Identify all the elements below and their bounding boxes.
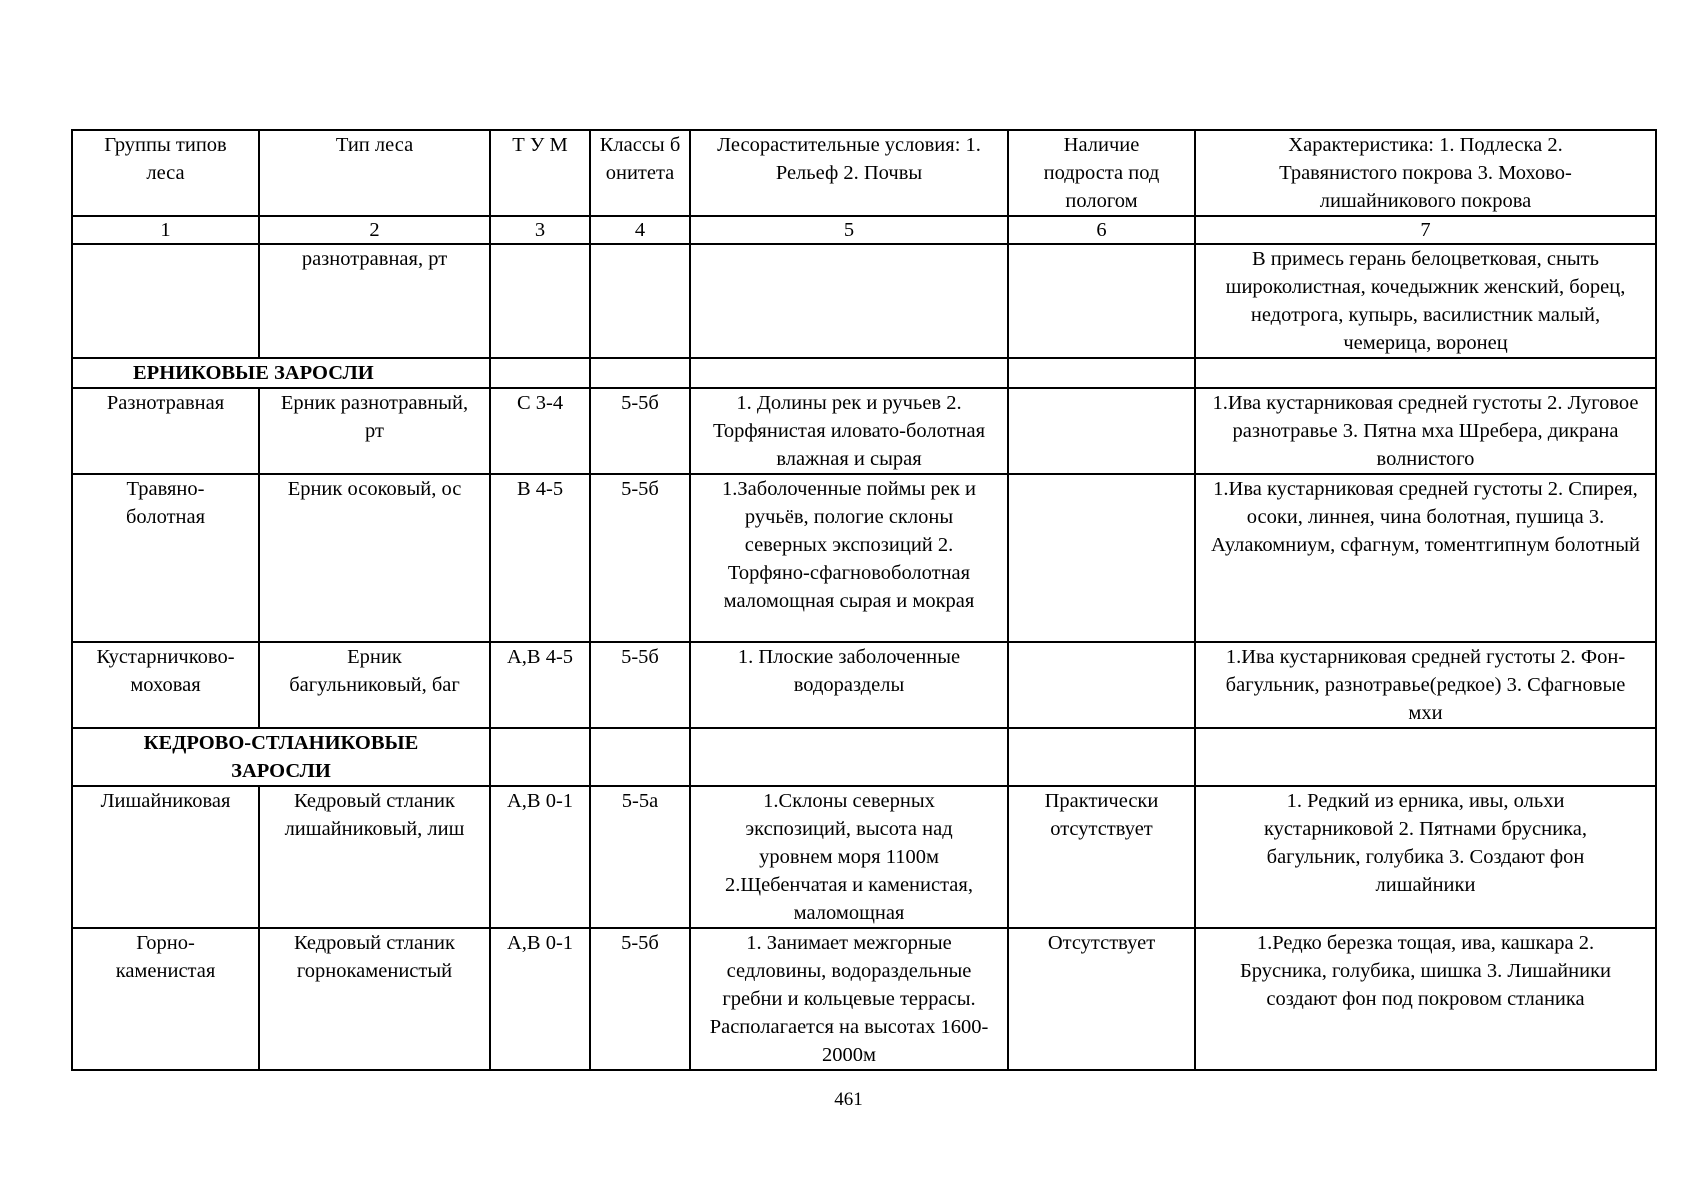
table-cell: Горно-каменистая bbox=[72, 928, 259, 1070]
column-number: 2 bbox=[259, 216, 490, 244]
table-cell: 1. Долины рек и ручьев 2. Торфянистая иловато-болотная влажная и сырая bbox=[690, 388, 1008, 474]
header-cell: Наличие подроста под пологом bbox=[1008, 130, 1195, 216]
table-row bbox=[72, 388, 1656, 474]
header-cell: Лесорастительные условия: 1. Рельеф 2. Почвы bbox=[690, 130, 1008, 216]
table-cell: 1.Редко березка тощая, ива, кашкара 2. Брусника, голубика, шишка 3. Лишайники создают фон под покровом стланика bbox=[1195, 928, 1656, 1070]
table-cell: 5-5б bbox=[590, 642, 690, 728]
column-number: 1 bbox=[72, 216, 259, 244]
table-cell: А,В 0-1 bbox=[490, 786, 590, 928]
table-cell bbox=[590, 728, 690, 786]
table-cell bbox=[1008, 728, 1195, 786]
column-number: 7 bbox=[1195, 216, 1656, 244]
table-cell: Кустарничково-моховая bbox=[72, 642, 259, 728]
table-cell bbox=[490, 728, 590, 786]
table-cell: 5-5а bbox=[590, 786, 690, 928]
table-row bbox=[72, 786, 1656, 928]
table-cell: С 3-4 bbox=[490, 388, 590, 474]
column-number: 3 bbox=[490, 216, 590, 244]
table-cell: А,В 4-5 bbox=[490, 642, 590, 728]
table-cell: В примесь герань белоцветковая, сныть широколистная, кочедыжник женский, борец, недотрога, купырь, василистник малый, чемерица, воронец bbox=[1195, 244, 1656, 358]
table-cell bbox=[590, 244, 690, 358]
table-cell: Ерник багульниковый, баг bbox=[259, 642, 490, 728]
table-cell bbox=[690, 244, 1008, 358]
table-cell bbox=[690, 728, 1008, 786]
table-cell: Ерник осоковый, ос bbox=[259, 474, 490, 642]
column-number: 6 bbox=[1008, 216, 1195, 244]
table-cell bbox=[590, 358, 690, 388]
table-cell: А,В 0-1 bbox=[490, 928, 590, 1070]
table-cell: 1.Ива кустарниковая средней густоты 2. Луговое разнотравье 3. Пятна мха Шребера, дикрана волнистого bbox=[1195, 388, 1656, 474]
section-title: КЕДРОВО-СТЛАНИКОВЫЕ ЗАРОСЛИ bbox=[72, 728, 490, 786]
header-cell: Классы бонитета bbox=[590, 130, 690, 216]
header-cell: Тип леса bbox=[259, 130, 490, 216]
table-cell: Ерник разнотравный, рт bbox=[259, 388, 490, 474]
table-cell: Кедровый стланик лишайниковый, лиш bbox=[259, 786, 490, 928]
page-number: 461 bbox=[834, 1089, 863, 1110]
table-cell: Практически отсутствует bbox=[1008, 786, 1195, 928]
table-row bbox=[72, 474, 1656, 642]
header-cell: Характеристика: 1. Подлеска 2. Травянистого покрова 3. Мохово-лишайникового покрова bbox=[1195, 130, 1656, 216]
table-cell: 1. Плоские заболоченные водоразделы bbox=[690, 642, 1008, 728]
table-cell bbox=[1008, 244, 1195, 358]
table-cell: 5-5б bbox=[590, 928, 690, 1070]
table-cell: разнотравная, рт bbox=[259, 244, 490, 358]
table-cell: Кедровый стланик горнокаменистый bbox=[259, 928, 490, 1070]
section-row bbox=[72, 358, 1656, 388]
table-cell bbox=[1008, 474, 1195, 642]
section-row bbox=[72, 728, 1656, 786]
table-row bbox=[72, 928, 1656, 1070]
table-cell bbox=[490, 244, 590, 358]
table-cell bbox=[1008, 388, 1195, 474]
table-cell: В 4-5 bbox=[490, 474, 590, 642]
table-cell: 1.Ива кустарниковая средней густоты 2. Фон-багульник, разнотравье(редкое) 3. Сфагновые мхи bbox=[1195, 642, 1656, 728]
table-cell: 5-5б bbox=[590, 474, 690, 642]
forest-types-table bbox=[71, 129, 1657, 1071]
table-cell: 1.Заболоченные поймы рек и ручьёв, пологие склоны северных экспозиций 2. Торфяно-сфагновоболотная маломощная сырая и мокрая bbox=[690, 474, 1008, 642]
table-cell: 1. Занимает межгорные седловины, водораздельные гребни и кольцевые террасы. Располагается на высотах 1600-2000м bbox=[690, 928, 1008, 1070]
header-cell: Т У М bbox=[490, 130, 590, 216]
header-cell: Группы типов леса bbox=[72, 130, 259, 216]
table-cell bbox=[1008, 358, 1195, 388]
table-row bbox=[72, 244, 1656, 358]
table-cell: Травяно-болотная bbox=[72, 474, 259, 642]
column-number: 4 bbox=[590, 216, 690, 244]
table-cell bbox=[690, 358, 1008, 388]
table-cell bbox=[490, 358, 590, 388]
table-cell: Отсутствует bbox=[1008, 928, 1195, 1070]
table-cell: 1.Склоны северных экспозиций, высота над уровнем моря 1100м 2.Щебенчатая и каменистая, маломощная bbox=[690, 786, 1008, 928]
table-cell bbox=[1195, 358, 1656, 388]
table-cell bbox=[1195, 728, 1656, 786]
table-cell: 1. Редкий из ерника, ивы, ольхи кустарниковой 2. Пятнами брусника, багульник, голубика 3. Создают фон лишайники bbox=[1195, 786, 1656, 928]
column-number-row bbox=[72, 216, 1656, 244]
table-cell: 1.Ива кустарниковая средней густоты 2. Спирея, осоки, линнея, чина болотная, пушица 3. Аулакомниум, сфагнум, томентгипнум болотный bbox=[1195, 474, 1656, 642]
table-cell bbox=[72, 244, 259, 358]
column-number: 5 bbox=[690, 216, 1008, 244]
section-title: ЕРНИКОВЫЕ ЗАРОСЛИ bbox=[72, 358, 490, 388]
table-cell: Разнотравная bbox=[72, 388, 259, 474]
header-row bbox=[72, 130, 1656, 216]
table-cell: Лишайниковая bbox=[72, 786, 259, 928]
table-cell: 5-5б bbox=[590, 388, 690, 474]
table-cell bbox=[1008, 642, 1195, 728]
table-row bbox=[72, 642, 1656, 728]
